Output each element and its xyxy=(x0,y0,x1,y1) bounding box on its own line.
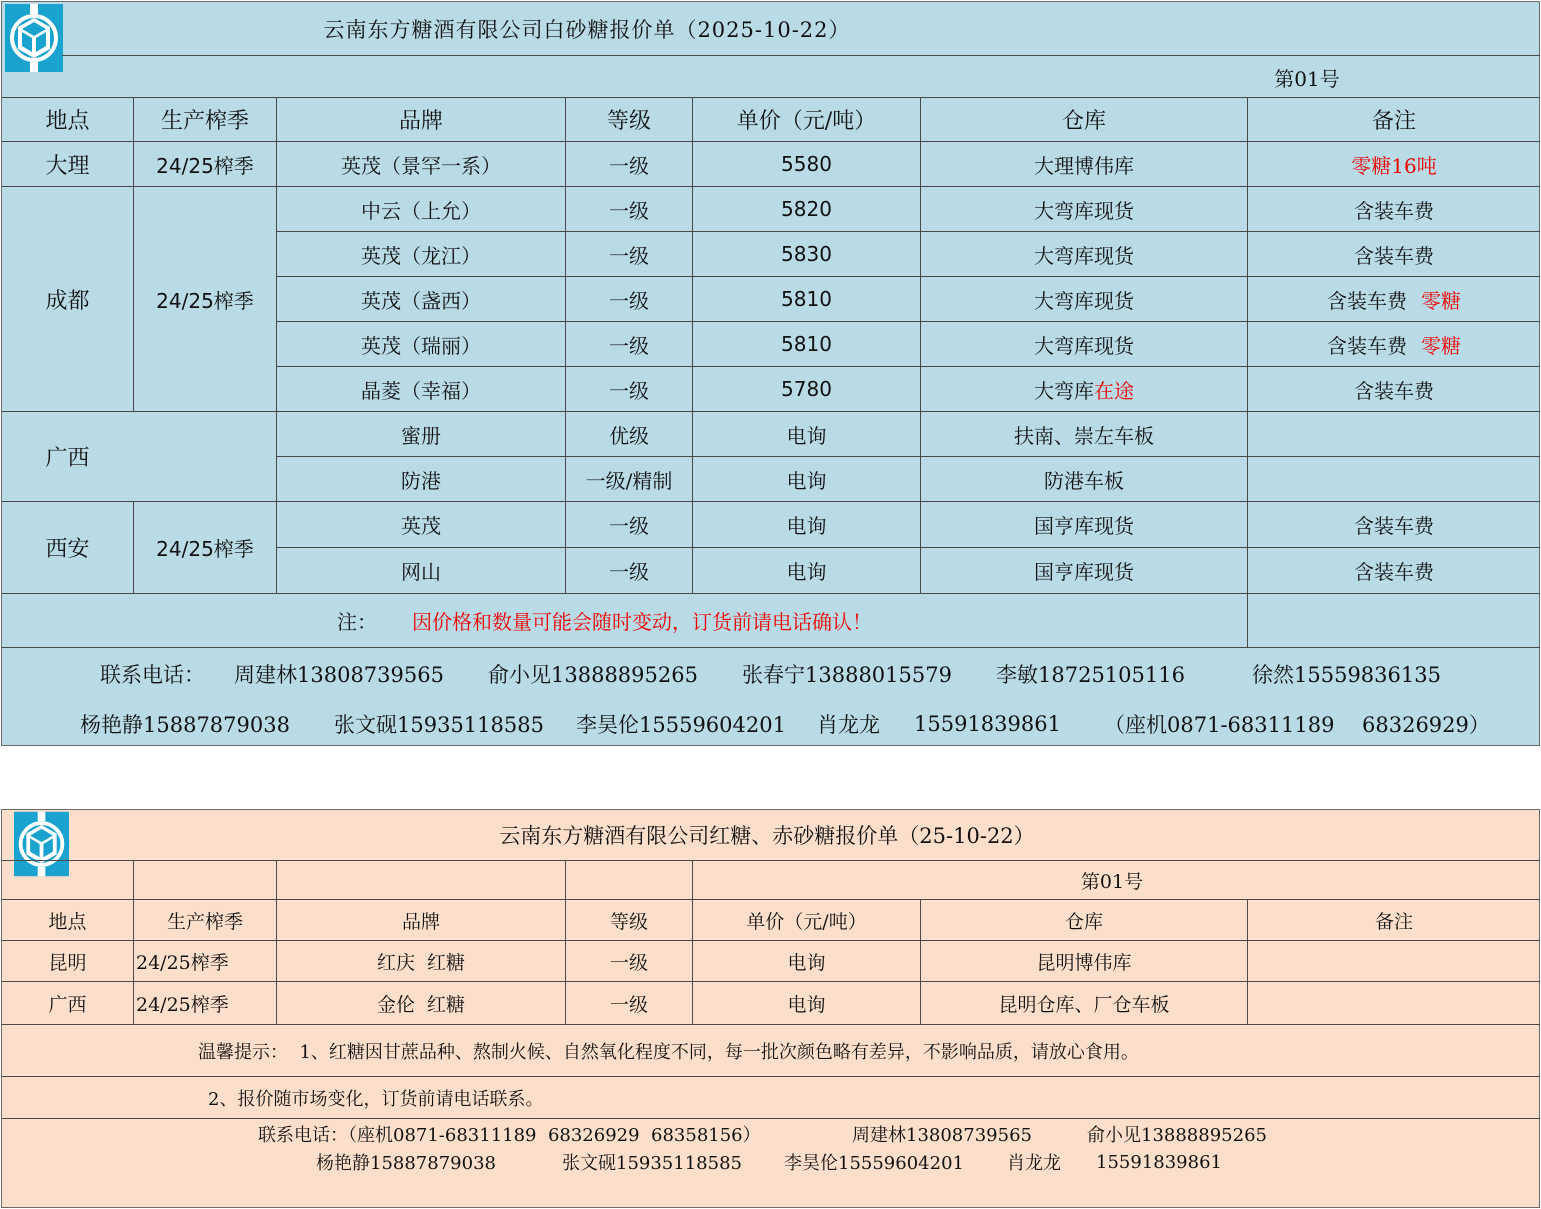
price-cell xyxy=(693,502,920,547)
warehouse-text: 国亨库现货 xyxy=(1034,514,1134,538)
location-cell: 成都 xyxy=(45,288,90,314)
white-sugar-price-sheet xyxy=(1,1,1540,746)
warehouse-cell xyxy=(921,367,1247,411)
header-location: 地点 xyxy=(48,910,87,933)
grade-cell: 一级 xyxy=(609,951,648,974)
season-cell: 24/25榨季 xyxy=(156,537,254,561)
season-cell: 24/25榨季 xyxy=(156,288,254,313)
warehouse-cell xyxy=(921,412,1247,456)
contact-entry: 李敏18725105116 xyxy=(996,663,1185,687)
grade-cell xyxy=(566,548,692,593)
remark-cell xyxy=(1248,277,1540,321)
brand-text: 防港 xyxy=(401,468,441,493)
location-cell: 广西 xyxy=(48,993,87,1016)
contact-entry: 李昊伦15559604201 xyxy=(576,713,786,737)
grade-cell xyxy=(566,277,692,321)
price-text: 5780 xyxy=(781,377,832,401)
price-text: 电询 xyxy=(786,514,827,538)
location-cell: 昆明 xyxy=(48,951,87,974)
price-cell xyxy=(693,548,920,593)
price-text: 5830 xyxy=(781,242,832,266)
grade-cell xyxy=(566,142,692,186)
grade-text: 一级 xyxy=(609,560,649,584)
season-cell: 24/25榨季 xyxy=(136,993,229,1016)
warehouse-text: 大弯库现货 xyxy=(1034,288,1134,313)
brand-cell xyxy=(277,187,565,231)
brand-cell xyxy=(277,412,565,456)
company-logo-icon xyxy=(5,4,63,72)
remark-alert-text: 零糖16吨 xyxy=(1351,153,1437,178)
brand-cell: 红庆 红糖 xyxy=(376,951,466,974)
remark-cell xyxy=(1248,187,1540,231)
grade-text: 一级 xyxy=(609,288,649,313)
grade-text: 一级 xyxy=(609,198,649,223)
brand-cell: 金伦 红糖 xyxy=(376,993,466,1016)
issue-number: 第01号 xyxy=(1274,66,1340,91)
grade-cell xyxy=(566,502,692,547)
header-brand: 品牌 xyxy=(401,910,440,933)
contact-entry: 俞小见13888895265 xyxy=(1087,1125,1267,1146)
location-cell: 大理 xyxy=(45,153,90,179)
grade-text: 一级 xyxy=(609,153,649,178)
contact-entry: 杨艳静15887879038 xyxy=(80,713,290,737)
contact-entry: 肖龙龙 xyxy=(817,713,880,737)
grade-cell xyxy=(566,412,692,456)
grade-cell: 一级 xyxy=(609,993,648,1016)
remark-alert-text: 零糖 xyxy=(1421,333,1461,358)
contact-entry: 徐然15559836135 xyxy=(1252,663,1441,687)
remark-cell xyxy=(1248,232,1540,276)
brand-cell xyxy=(277,548,565,593)
brand-cell xyxy=(277,142,565,186)
landline-entry: 68326929） xyxy=(1362,713,1490,737)
warehouse-text: 大弯库 xyxy=(1034,378,1094,403)
header-grade: 等级 xyxy=(609,910,648,933)
grade-text: 一级/精制 xyxy=(585,468,673,493)
grade-cell xyxy=(566,232,692,276)
header-location: 地点 xyxy=(45,109,90,134)
price-text: 5820 xyxy=(781,197,832,221)
header-season: 生产榨季 xyxy=(160,109,249,134)
remark-text: 含装车费 xyxy=(1354,243,1434,268)
brand-text: 蜜册 xyxy=(401,423,441,448)
season-cell: 24/25榨季 xyxy=(136,951,229,974)
remark-text: 含装车费 xyxy=(1354,560,1434,584)
warehouse-text: 国亨库现货 xyxy=(1034,560,1134,584)
company-logo-icon xyxy=(14,811,69,877)
grade-cell xyxy=(566,457,692,501)
contact-label: 联系电话：（座机0871-68311189 68326929 68358156） xyxy=(258,1125,761,1146)
remark-cell xyxy=(1248,367,1540,411)
location-cell: 西安 xyxy=(45,537,90,562)
brand-cell xyxy=(277,367,565,411)
tip-line-1: 温馨提示： 1、红糖因甘蔗品种、熬制火候、自然氧化程度不同，每一批次颜色略有差异，不影响品质，请放心食用。 xyxy=(198,1041,1139,1063)
note-label: 注： xyxy=(337,610,377,634)
remark-text: 含装车费 xyxy=(1354,198,1434,223)
warehouse-text: 扶南、崇左车板 xyxy=(1014,423,1154,448)
remark-cell xyxy=(1248,412,1540,456)
remark-text: 含装车费 xyxy=(1327,333,1407,358)
brand-cell xyxy=(277,277,565,321)
brand-text: 英茂（瑞丽） xyxy=(361,333,481,358)
contact-entry: 15591839861 xyxy=(914,712,1061,736)
remark-cell xyxy=(1248,142,1540,186)
page-title: 云南东方糖酒有限公司白砂糖报价单（2025-10-22） xyxy=(323,17,851,42)
remark-text: 含装车费 xyxy=(1354,378,1434,403)
price-cell xyxy=(693,412,920,456)
warehouse-text: 大弯库现货 xyxy=(1034,243,1134,268)
price-text: 5580 xyxy=(781,152,832,176)
warehouse-cell xyxy=(921,142,1247,186)
remark-cell xyxy=(1248,322,1540,366)
warehouse-cell xyxy=(921,232,1247,276)
brand-text: 中云（上允） xyxy=(361,198,481,223)
grade-cell xyxy=(566,322,692,366)
grade-text: 一级 xyxy=(609,378,649,403)
remark-alert-text: 零糖 xyxy=(1421,288,1461,313)
brand-cell xyxy=(277,322,565,366)
contact-label: 联系电话： xyxy=(100,663,205,687)
brand-cell xyxy=(277,502,565,547)
remark-cell xyxy=(1248,941,1540,981)
header-remark: 备注 xyxy=(1374,910,1413,933)
header-grade: 等级 xyxy=(606,109,651,134)
price-cell xyxy=(693,322,920,366)
price-cell xyxy=(693,232,920,276)
warehouse-cell xyxy=(921,502,1247,547)
price-cell xyxy=(693,187,920,231)
grade-text: 一级 xyxy=(609,243,649,268)
brand-text: 网山 xyxy=(401,560,441,584)
contact-entry: 15591839861 xyxy=(1096,1151,1222,1173)
price-text: 5810 xyxy=(781,332,832,356)
brand-text: 英茂 xyxy=(401,514,441,538)
landline-entry: （座机0871-68311189 xyxy=(1104,713,1335,737)
grade-cell xyxy=(566,367,692,411)
season-cell xyxy=(134,412,276,501)
grade-text: 一级 xyxy=(609,514,649,538)
remark-cell xyxy=(1248,502,1540,547)
price-cell: 电询 xyxy=(787,951,826,974)
page-title: 云南东方糖酒有限公司红糖、赤砂糖报价单（25-10-22） xyxy=(499,824,1035,848)
remark-cell xyxy=(1248,548,1540,593)
price-text: 电询 xyxy=(786,423,827,448)
warehouse-text: 防港车板 xyxy=(1044,468,1124,493)
warehouse-cell: 昆明博伟库 xyxy=(1036,951,1132,974)
price-cell xyxy=(693,277,920,321)
contact-entry: 李昊伦15559604201 xyxy=(784,1153,964,1174)
contact-entry: 肖龙龙 xyxy=(1007,1153,1061,1174)
header-brand: 品牌 xyxy=(398,109,443,134)
warehouse-alert-text: 在途 xyxy=(1094,378,1134,403)
header-warehouse: 仓库 xyxy=(1064,910,1103,933)
brand-text: 晶菱（幸福） xyxy=(361,378,481,403)
header-season: 生产榨季 xyxy=(166,910,243,933)
brand-text: 英茂（盏西） xyxy=(361,288,481,313)
contact-entry: 张文砚15935118585 xyxy=(334,713,544,737)
warehouse-cell xyxy=(921,548,1247,593)
grade-text: 优级 xyxy=(609,423,649,448)
warehouse-cell xyxy=(921,457,1247,501)
price-text: 电询 xyxy=(786,468,827,493)
contact-entry: 周建林13808739565 xyxy=(852,1125,1032,1146)
header-warehouse: 仓库 xyxy=(1061,109,1106,134)
price-cell xyxy=(693,367,920,411)
price-text: 电询 xyxy=(786,560,827,584)
issue-number: 第01号 xyxy=(1080,870,1144,893)
grade-text: 一级 xyxy=(609,333,649,358)
warehouse-text: 大理博伟库 xyxy=(1034,153,1134,178)
header-price: 单价（元/吨） xyxy=(746,910,867,933)
brand-cell xyxy=(277,457,565,501)
price-text: 5810 xyxy=(781,287,832,311)
brand-text: 英茂（龙江） xyxy=(361,243,481,268)
price-cell xyxy=(693,142,920,186)
contact-entry: 张春宁13888015579 xyxy=(742,663,952,687)
warehouse-cell xyxy=(921,322,1247,366)
contact-entry: 周建林13808739565 xyxy=(234,663,444,687)
price-cell: 电询 xyxy=(787,993,826,1016)
warehouse-cell xyxy=(921,187,1247,231)
warehouse-text: 大弯库现货 xyxy=(1034,333,1134,358)
brand-cell xyxy=(277,232,565,276)
remark-text: 含装车费 xyxy=(1354,514,1434,538)
contact-entry: 张文砚15935118585 xyxy=(562,1153,742,1174)
tip-line-2: 2、报价随市场变化，订货前请电话联系。 xyxy=(208,1088,544,1110)
contact-entry: 杨艳静15887879038 xyxy=(316,1153,496,1174)
contact-entry: 俞小见13888895265 xyxy=(488,663,698,687)
location-cell: 广西 xyxy=(45,446,90,471)
warehouse-cell: 昆明仓库、厂仓车板 xyxy=(998,993,1170,1016)
remark-text: 含装车费 xyxy=(1327,288,1407,313)
note-text: 因价格和数量可能会随时变动，订货前请电话确认！ xyxy=(412,610,872,634)
header-remark: 备注 xyxy=(1371,109,1416,134)
brand-text: 英茂（景罕一系） xyxy=(341,153,501,178)
remark-cell xyxy=(1248,457,1540,501)
season-cell: 24/25榨季 xyxy=(156,153,254,178)
header-price: 单价（元/吨） xyxy=(736,109,877,134)
price-cell xyxy=(693,457,920,501)
brown-sugar-price-sheet xyxy=(1,809,1540,1208)
warehouse-text: 大弯库现货 xyxy=(1034,198,1134,223)
grade-cell xyxy=(566,187,692,231)
remark-cell xyxy=(1248,982,1540,1024)
warehouse-cell xyxy=(921,277,1247,321)
